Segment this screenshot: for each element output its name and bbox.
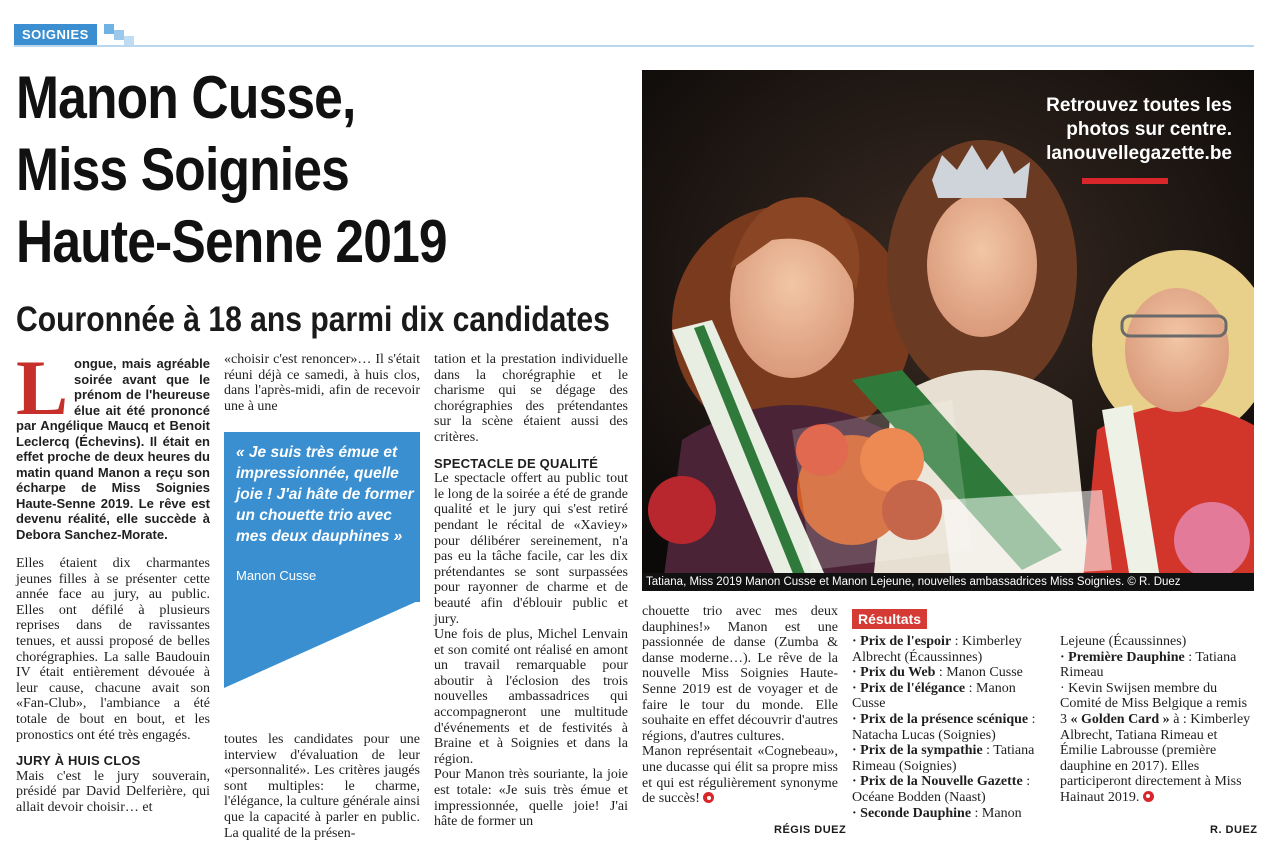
headline-line: Haute-Senne 2019 <box>16 208 447 275</box>
end-mark-icon <box>703 792 714 803</box>
pull-quote-author: Manon Cusse <box>236 568 317 583</box>
article-paragraph-text: Manon représentait «Cognebeau», une ducasse qui élit sa propre miss et qui est régulièrement synonyme de succès! <box>642 744 838 807</box>
results-column-1 <box>852 634 1048 821</box>
headline-line: Manon Cusse, <box>16 64 356 131</box>
result-item: · Prix de la Nouvelle Gazette : Océane Bodden (Naast) <box>852 774 1031 805</box>
section-label: SOIGNIES <box>14 24 97 46</box>
headline-line: Miss Soignies <box>16 136 349 203</box>
intro-text: ongue, mais agréable soirée avant que le prénom de l'heureuse élue ait été prononcé par Angélique Maucq et Benoit Leclercq (Échevins). Il était en effet proche de deux heures du matin quand Manon a reçu son écharpe de Miss Soignies Haute-Senne 2019. Le rêve est devenu réalité, elle succède à Debora Sanchez-Morate. <box>16 356 210 542</box>
main-photo <box>642 70 1254 591</box>
promo-accent-bar <box>1082 178 1168 184</box>
result-item: · Prix de l'élégance : Manon Cusse <box>852 680 1016 712</box>
end-mark-icon <box>1143 791 1154 802</box>
results-title: Résultats <box>852 609 927 629</box>
result-item: · Prix de la sympathie : Tatiana Rimeau (Soignies) <box>852 743 1035 774</box>
result-item: · Kevin Swijsen membre du Comité de Miss Belgique a remis 3 « Golden Card » à : Kimberley Albrecht, Tatiana Rimeau et Émilie Labrousse (première dauphine en 2017). Elles participeront directement à Miss Hainaut 2019. <box>1060 680 1251 805</box>
article-column-4 <box>642 604 838 807</box>
article-paragraph: Une fois de plus, Michel Lenvain et son comité ont réalisé en amont un travail remarquable pour aboutir à l'éclosion des trois nouvelles ambassadrices qui accompagneront une multitude d'événements et de festivités à Braine et à Soignies et dans la région. <box>434 627 628 767</box>
section-subtitle: SPECTACLE DE QUALITÉ <box>434 455 599 471</box>
promo-text <box>1046 94 1232 166</box>
results-column-2 <box>1060 634 1256 806</box>
article-paragraph: Le spectacle offert au public tout le long de la soirée a été de grande qualité et le jury qui s'est retiré pendant le récital de «Xaviey» pour délibérer sereinement, n'a pas eu la tâche facile, car les dix prétendantes se sont surpassées pour rayonner de charme et de beauté afin d'éblouir public et jury. <box>434 471 628 627</box>
article-paragraph: «choisir c'est renoncer»… Il s'était réuni déjà ce samedi, à huis clos, dans l'après-midi, afin de recevoir une à une <box>224 352 420 414</box>
article-column-1 <box>16 344 210 816</box>
result-item: · Prix de l'espoir : Kimberley Albrecht (Écaussinnes) <box>852 634 1022 665</box>
section-subtitle: JURY À HUIS CLOS <box>16 753 141 769</box>
result-item: · Prix de la présence scénique : Natacha Lucas (Soignies) <box>852 711 1036 743</box>
intro-paragraph <box>16 344 210 542</box>
section-tag <box>14 24 134 46</box>
headline <box>16 62 541 278</box>
article-column-2-bottom <box>224 732 420 841</box>
pull-quote <box>224 432 420 602</box>
drop-cap: L <box>16 344 69 431</box>
article-paragraph: Elles étaient dix charmantes jeunes filles à se présenter cette année face au jury, au public. Elles ont défilé à plusieurs reprises dans de ravissantes tenues, et aussi proposé de belles chorégraphies. La salle Baudouin IV était entièrement dévouée à leur cause, chacune avait son «Fan-Club», l'ambiance a été totale de bout en bout, et les pronostics ont été très engagés. <box>16 556 210 743</box>
result-item: Lejeune (Écaussinnes) <box>1060 634 1187 649</box>
top-rule <box>14 45 1254 47</box>
article-paragraph: toutes les candidates pour une interview d'évaluation de leur «personnalité». Les critères jaugés sont multiples: le charme, l'élégance, la culture générale ainsi que la capacité à parler en public. La qualité de la présen- <box>224 732 420 841</box>
result-item: · Première Dauphine : Tatiana Rimeau <box>1060 649 1237 681</box>
tag-square-decoration <box>114 30 124 40</box>
pull-quote-tail <box>224 600 420 688</box>
photo-caption: Tatiana, Miss 2019 Manon Cusse et Manon Lejeune, nouvelles ambassadrices Miss Soignies. © R. Duez <box>642 573 1254 591</box>
article-column-2-top <box>224 352 420 414</box>
article-column-3 <box>434 352 628 830</box>
pull-quote-text: « Je suis très émue et impressionnée, quelle joie ! J'ai hâte de former un chouette trio avec mes deux dauphines » <box>236 444 414 545</box>
promo-link[interactable]: lanouvellegazette.be <box>1046 143 1232 164</box>
byline: RÉGIS DUEZ <box>774 824 847 836</box>
article-paragraph: Mais c'est le jury souverain, présidé par David Delferière, qui allait devoir choisir… et <box>16 768 210 815</box>
article-paragraph <box>642 744 838 806</box>
promo-line: Retrouvez toutes les <box>1046 95 1232 116</box>
byline: R. DUEZ <box>1210 824 1258 836</box>
subheadline: Couronnée à 18 ans parmi dix candidates <box>16 300 610 339</box>
article-paragraph: tation et la prestation individuelle dans la chorégraphie et le charisme qui se dégage des chorégraphies des prétendantes sur la scène étaient aussi des critères. <box>434 352 628 445</box>
tag-square-decoration <box>104 24 114 34</box>
promo-line: photos sur centre. <box>1066 119 1232 140</box>
article-paragraph: Pour Manon très souriante, la joie est totale: «Je suis très émue et impressionnée, quelle joie! J'ai hâte de former un <box>434 767 628 830</box>
result-item: · Prix du Web : Manon Cusse <box>852 665 1023 681</box>
article-paragraph: chouette trio avec mes deux dauphines!» Manon est une passionnée de danse (Zumba & danse moderne…). Le rêve de la nouvelle Miss Soignies Haute-Senne 2019 est de voyager et de faire le tour du monde. Elle souhaite en effet découvrir d'autres régions, d'autres cultures. <box>642 604 838 744</box>
result-item: · Seconde Dauphine : Manon <box>852 805 1022 821</box>
